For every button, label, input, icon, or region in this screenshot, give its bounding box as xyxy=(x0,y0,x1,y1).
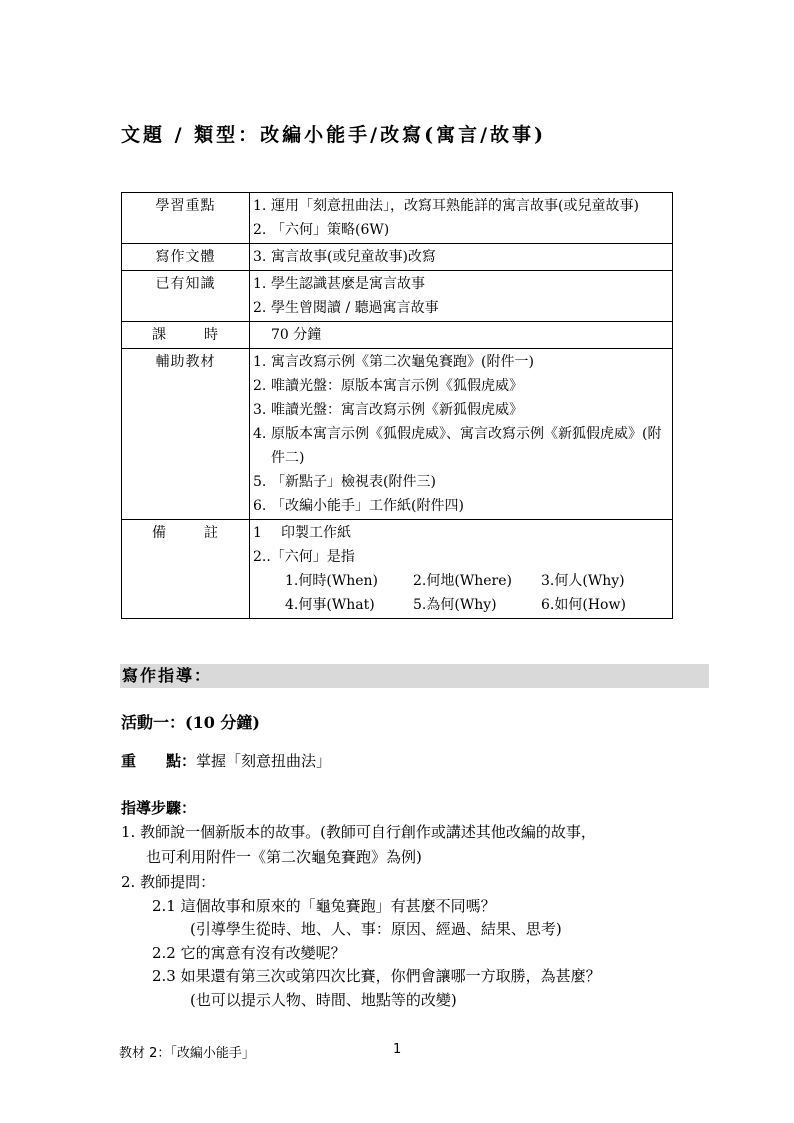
activity-title: 活動一：(10 分鐘) xyxy=(121,713,260,732)
six-w-row xyxy=(253,593,669,617)
six-w-item: 2.何地(Where) xyxy=(413,573,512,589)
item-text: 70 分鐘 xyxy=(271,327,322,343)
item-text: 印製工作紙 xyxy=(281,525,351,541)
item-text: 原版本寓言示例《狐假虎威》、寓言改寫示例《新狐假虎威》(附件二) xyxy=(271,426,662,466)
list-item xyxy=(253,218,669,242)
item-number: 3. xyxy=(253,249,267,265)
list-item xyxy=(253,272,669,296)
table-row xyxy=(122,520,673,619)
item-text: 「改編小能手」工作紙(附件四) xyxy=(271,498,464,514)
list-item xyxy=(253,494,669,518)
list-item xyxy=(253,374,669,398)
steps-heading: 指導步驟： xyxy=(121,799,197,817)
focus-text: 掌握「刻意扭曲法」 xyxy=(196,752,332,770)
row-label: 已有知識 xyxy=(122,271,250,322)
list-item xyxy=(253,323,669,347)
item-text: 寓言故事(或兒童故事)改寫 xyxy=(271,249,436,265)
row-content xyxy=(250,520,673,619)
item-text: 「六何」策略(6W) xyxy=(271,222,390,238)
page-title: 文題 / 類型：改編小能手/改寫(寓言/故事) xyxy=(121,124,547,146)
row-content xyxy=(250,244,673,271)
list-item xyxy=(253,470,669,494)
item-number: 1. xyxy=(253,198,267,214)
item-text: 唯讀光盤：原版本寓言示例《狐假虎威》 xyxy=(271,378,523,394)
step-line: 2.3 如果還有第三次或第四次比賽，你們會讓哪一方取勝，為甚麼？ xyxy=(152,967,601,985)
item-number: 2. xyxy=(253,222,267,238)
table-row xyxy=(122,244,673,271)
item-number: 4. xyxy=(253,426,267,442)
table-row xyxy=(122,349,673,520)
six-w-intro: 2..「六何」是指 xyxy=(253,549,355,565)
list-item xyxy=(253,245,669,269)
six-w-item: 4.何事(What) xyxy=(285,597,375,613)
item-number: 1. xyxy=(253,354,267,370)
row-label: 輔助教材 xyxy=(122,349,250,520)
six-w-item: 5.為何(Why) xyxy=(413,597,497,613)
item-text: 學生曾閱讀 / 聽過寓言故事 xyxy=(271,300,439,316)
item-text: 運用「刻意扭曲法」，改寫耳熟能詳的寓言故事(或兒童故事) xyxy=(271,198,639,214)
item-number xyxy=(253,323,271,347)
item-text: 寓言改寫示例《第二次龜兔賽跑》(附件一) xyxy=(271,354,534,370)
item-number: 2. xyxy=(253,300,267,316)
item-number: 1 xyxy=(253,525,262,541)
row-label: 課 時 xyxy=(122,322,250,349)
list-item xyxy=(253,194,669,218)
row-label: 寫作文體 xyxy=(122,244,250,271)
list-item xyxy=(253,296,669,320)
row-content xyxy=(250,322,673,349)
item-number: 6. xyxy=(253,498,267,514)
six-w-row xyxy=(253,569,669,593)
row-content xyxy=(250,271,673,322)
six-w-item: 3.何人(Why) xyxy=(541,573,625,589)
item-text: 學生認識甚麼是寓言故事 xyxy=(271,276,425,292)
table-row xyxy=(122,322,673,349)
section-heading: 寫作指導： xyxy=(120,664,709,688)
step-line: 1. 教師說一個新版本的故事。(教師可自行創作或講述其他改編的故事， xyxy=(121,823,596,841)
step-line: 2.2 它的寓意有沒有改變呢？ xyxy=(152,944,346,962)
table-row xyxy=(122,193,673,244)
item-number: 5. xyxy=(253,474,267,490)
step-line: 2.1 這個故事和原來的「龜兔賽跑」有甚麼不同嗎？ xyxy=(152,897,496,915)
item-number: 1. xyxy=(253,276,267,292)
row-label: 備 註 xyxy=(122,520,250,619)
six-w-item: 1.何時(When) xyxy=(285,573,378,589)
step-line: (也可以提示人物、時間、地點等的改變) xyxy=(190,991,457,1009)
six-w-item: 6.如何(How) xyxy=(541,597,626,613)
lesson-plan-table xyxy=(121,192,673,619)
item-text: 「新點子」檢視表(附件三) xyxy=(271,474,436,490)
step-line: (引導學生從時、地、人、事：原因、經過、結果、思考) xyxy=(190,920,562,938)
list-item xyxy=(253,350,669,374)
step-line: 也可利用附件一《第二次龜兔賽跑》為例) xyxy=(146,848,422,866)
row-label: 學習重點 xyxy=(122,193,250,244)
list-item xyxy=(253,398,669,422)
row-content xyxy=(250,193,673,244)
row-content xyxy=(250,349,673,520)
focus-label: 重 點： xyxy=(121,752,197,770)
list-item xyxy=(253,521,669,545)
item-text: 唯讀光盤：寓言改寫示例《新狐假虎威》 xyxy=(271,402,523,418)
table-row xyxy=(122,271,673,322)
focus-line xyxy=(121,750,331,772)
step-line: 2. 教師提問： xyxy=(121,873,216,891)
footer-label: 教材 2：「改編小能手」 xyxy=(119,1046,255,1061)
page-number: 1 xyxy=(393,1042,402,1057)
list-item xyxy=(253,422,669,470)
item-number: 3. xyxy=(253,402,267,418)
item-number: 2. xyxy=(253,378,267,394)
